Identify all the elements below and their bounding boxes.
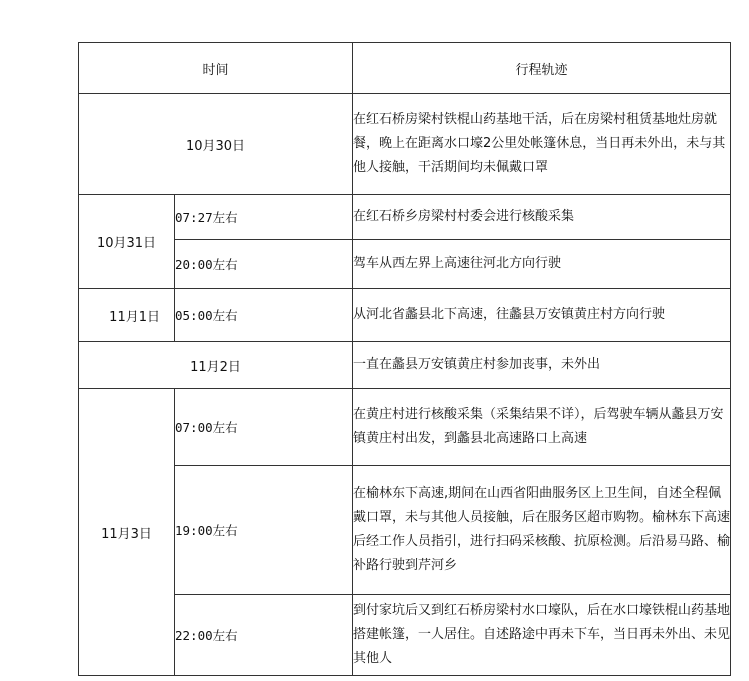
table-row bbox=[79, 240, 731, 289]
time-cell: 19:00左右 bbox=[175, 466, 353, 595]
header-track: 行程轨迹 bbox=[353, 43, 731, 94]
detail-cell: 驾车从西左界上高速往河北方向行驶 bbox=[353, 240, 731, 289]
time-cell: 22:00左右 bbox=[175, 595, 353, 676]
detail-cell: 在红石桥房梁村铁棍山药基地干活，后在房梁村租赁基地灶房就餐，晚上在距离水口壕2公里处帐篷休息，当日再未外出，未与其他人接触，干活期间均未佩戴口罩 bbox=[353, 94, 731, 195]
date-cell: 10月30日 bbox=[79, 94, 353, 195]
date-cell: 11月3日 bbox=[79, 389, 175, 676]
time-cell: 07:27左右 bbox=[175, 195, 353, 240]
detail-cell: 从河北省蠡县北下高速，往蠡县万安镇黄庄村方向行驶 bbox=[353, 289, 731, 342]
detail-cell: 到付家坑后又到红石桥房梁村水口壕队，后在水口壕铁棍山药基地搭建帐篷，一人居住。自述路途中再未下车，当日再未外出、未见其他人 bbox=[353, 595, 731, 676]
table-row bbox=[79, 289, 731, 342]
table-row bbox=[79, 342, 731, 389]
date-cell: 11月1日 bbox=[79, 289, 175, 342]
table-row bbox=[79, 195, 731, 240]
detail-cell: 一直在蠡县万安镇黄庄村参加丧事，未外出 bbox=[353, 342, 731, 389]
table-row bbox=[79, 466, 731, 595]
itinerary-table bbox=[78, 42, 731, 676]
detail-cell: 在红石桥乡房梁村村委会进行核酸采集 bbox=[353, 195, 731, 240]
table-row bbox=[79, 94, 731, 195]
table-row bbox=[79, 389, 731, 466]
header-row bbox=[79, 43, 731, 94]
time-cell: 05:00左右 bbox=[175, 289, 353, 342]
time-cell: 07:00左右 bbox=[175, 389, 353, 466]
time-cell: 20:00左右 bbox=[175, 240, 353, 289]
table-row bbox=[79, 595, 731, 676]
date-cell: 11月2日 bbox=[79, 342, 353, 389]
detail-cell: 在黄庄村进行核酸采集（采集结果不详），后驾驶车辆从蠡县万安镇黄庄村出发，到蠡县北高速路口上高速 bbox=[353, 389, 731, 466]
detail-cell: 在榆林东下高速,期间在山西省阳曲服务区上卫生间，自述全程佩戴口罩，未与其他人员接触，后在服务区超市购物。榆林东下高速后经工作人员指引，进行扫码采核酸、抗原检测。后沿易马路、榆补路行驶到芹河乡 bbox=[353, 466, 731, 595]
header-time: 时间 bbox=[79, 43, 353, 94]
date-cell: 10月31日 bbox=[79, 195, 175, 289]
